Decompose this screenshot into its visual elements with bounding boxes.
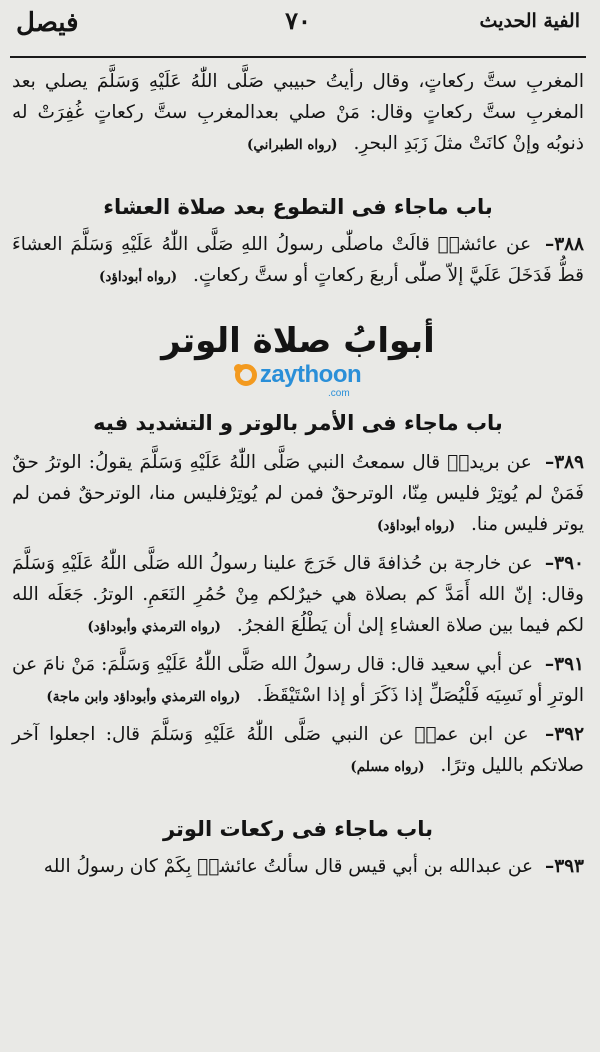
hadith-number: ٣٩١–	[544, 654, 584, 675]
intro-source: (رواه الطبراني)	[247, 137, 338, 153]
hadith-number: ٣٨٩–	[544, 452, 584, 473]
chapter-heading-witr-rakaat: باب ماجاء فى ركعات الوتر	[162, 817, 434, 841]
hadith-text: عن خارجة بن حُذافةَ قال خَرَجَ علينا رسولُ الله صَلَّى اللّٰهُ عَلَيْهِ وَسَلَّمَ وقال: إنّ الله أَمَدَّ كم بصلاة هي خيرٌلكم مِنْ حُمُرِ النَعَمِ. الوترُ. جَعَلَه الله لكم فيما بين صلاة العشاءِ إلىٰ أن يَطْلُعَ الفجرُ.	[12, 553, 584, 636]
hadith-source: (رواه الترمذي وأبوداؤد)	[87, 619, 221, 635]
hadith-388	[10, 229, 586, 293]
logo-mark-icon	[235, 364, 257, 386]
publisher-name: فيصل	[16, 8, 79, 38]
hadith-number: ٣٨٨–	[544, 234, 584, 255]
chapter-heading-isha: باب ماجاء فى التطوع بعد صلاة العشاء	[103, 195, 493, 219]
hadith-text: عن عائشةؓ قالَتْ ماصلّٰى رسولُ اللهِ صَلَّى اللّٰهُ عَلَيْهِ وَسَلَّمَ العشاءَ قطُّ فَدَخَلَ عَلَيَّ إلاّ صلّٰى أربعَ ركعاتٍ أو ستَّ ركعاتٍ.	[12, 234, 584, 286]
hadith-389	[10, 447, 586, 542]
watermark-logo	[10, 361, 586, 401]
hadith-number: ٣٩٣–	[544, 856, 584, 877]
hadith-text: عن ابن عمرؓ عن النبي صَلَّى اللّٰهُ عَلَيْهِ وَسَلَّمَ قال: اجعلوا آخر صلاتكم بالليل وترًا.	[12, 724, 584, 776]
hadith-number: ٣٩٢–	[544, 724, 585, 745]
page-number: ٧٠	[285, 6, 311, 35]
hadith-390	[10, 548, 586, 643]
hadith-source: (رواه الترمذي وأبوداؤد وابن ماجة)	[46, 689, 241, 705]
logo-word: zaythoon	[259, 361, 362, 388]
page-header	[10, 0, 586, 58]
book-title: الفية الحديث	[479, 10, 580, 32]
hadith-text: عن بريدةؓ قال سمعتُ النبي صَلَّى اللّٰهُ عَلَيْهِ وَسَلَّمَ يقولُ: الوترُ حقٌ فَمَنْ لم يُوتِرْ فليس مِنّا، الوترحقٌ فمن لم يُوتِرْفليس منا، الوترحقٌ فمن لم يوتر فليس منا.	[12, 452, 584, 535]
logo-domain: .com	[328, 388, 350, 399]
hadith-number: ٣٩٠–	[544, 553, 584, 574]
chapter-heading-witr-command: باب ماجاء فى الأمر بالوتر و التشديد فيه	[93, 411, 503, 435]
hadith-393	[10, 851, 586, 882]
hadith-source: (رواه مسلم)	[350, 759, 425, 775]
hadith-392	[10, 719, 586, 783]
intro-paragraph	[10, 66, 586, 161]
intro-text: المغربِ ستَّ ركعاتٍ، وقال رأيتُ حبيبي صَلَّى اللّٰهُ عَلَيْهِ وَسَلَّمَ يصلي بعد المغربِ ستَّ ركعاتٍ وقال: مَنْ صلي بعدالمغربِ ستَّ ركعاتٍ غُفِرَتْ له ذنوبُه وإنْ كانَتْ مثلَ زَبَدِ البحرِ.	[12, 71, 584, 154]
hadith-source: (رواه أبوداؤد)	[377, 518, 456, 534]
hadith-text: عن عبدالله بن أبي قيس قال سألتُ عائشةؓ بِكَمْ كان رسولُ الله	[43, 856, 534, 877]
hadith-391	[10, 649, 586, 713]
hadith-text: عن أبي سعيد قال: قال رسولُ الله صَلَّى اللّٰهُ عَلَيْهِ وَسَلَّمَ: مَنْ نامَ عن الوترِ أو نَسِيَه فَلْيُصَلِّ إذا ذَكَرَ أو إذا اسْتَيْقَظَ.	[12, 654, 584, 706]
hadith-source: (رواه أبوداؤد)	[99, 269, 178, 285]
section-title-witr: أبوابُ صلاة الوتر	[161, 321, 435, 361]
